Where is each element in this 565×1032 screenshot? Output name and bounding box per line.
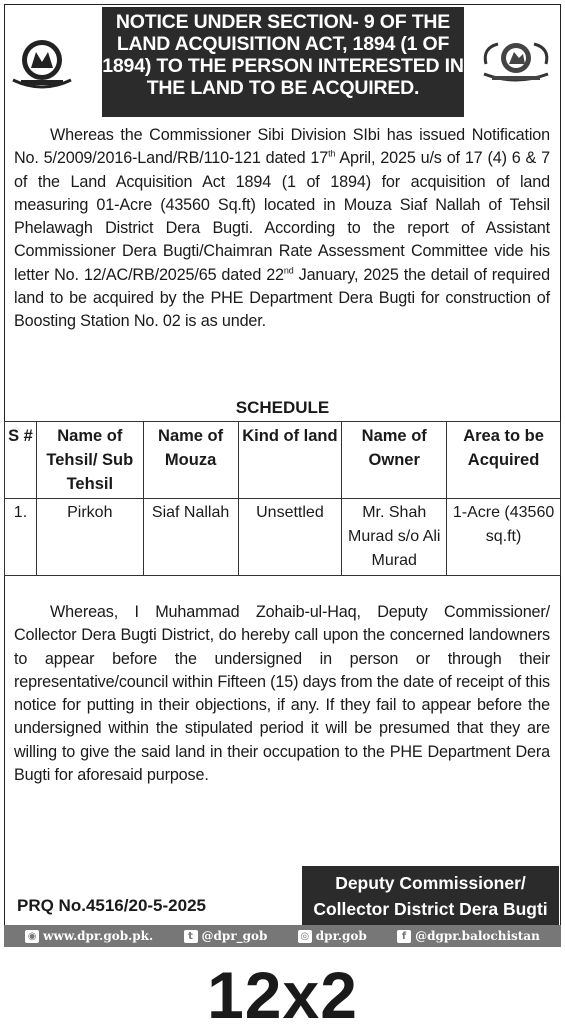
title-line: NOTICE UNDER SECTION- 9 OF THE — [115, 11, 451, 33]
website-text: www.dpr.gob.pk. — [43, 929, 154, 943]
superscript: th — [328, 148, 336, 159]
schedule-table — [4, 421, 561, 576]
facebook-icon: f — [397, 930, 411, 943]
footer-twitter[interactable] — [184, 929, 268, 943]
dpr-logo — [478, 34, 554, 90]
facebook-handle: @dgpr.balochistan — [415, 929, 540, 943]
paragraph-text: January, 2025 the detail of required land to be acquired by the PHE Department Dera Bugti for construction of Boosting Station No. 02 is as under. — [14, 265, 550, 331]
title-line: LAND ACQUISITION ACT, 1894 (1 OF — [116, 33, 450, 55]
table-header-row — [5, 422, 561, 499]
cell-area: 1-Acre (43560 sq.ft) — [447, 499, 561, 576]
footer-facebook[interactable] — [397, 929, 540, 943]
col-header-land-kind: Kind of land — [238, 422, 342, 499]
ad-size-label: 12x2 — [207, 958, 358, 1032]
paragraph-text: Whereas the Commissioner Sibi Division SIbi has issued Notification No. 5/2009/2016-Land/RB/110-121 dated 17 — [14, 126, 550, 168]
notice-paragraph-1 — [14, 124, 550, 334]
paragraph-text: April, 2025 u/s of 17 (4) 6 & 7 of the Land Acquisition Act 1894 (1 of 1894) for acquisition of land measuring 01-Acre (43560 Sq.ft) located in Mouza Siaf Nallah of Tehsil Phelawagh District Dera Bugti. According to the report of Assistant Commissioner Dera Bugti/Chaimran Rate Assessment Committee vide his letter No. 12/AC/RB/2025/65 dated 22 — [14, 149, 550, 284]
instagram-icon: ◎ — [298, 930, 312, 943]
twitter-icon: t — [184, 930, 198, 943]
signature-block — [302, 866, 559, 926]
col-header-area: Area to be Acquired — [447, 422, 561, 499]
cell-serial: 1. — [5, 499, 37, 576]
col-header-tehsil: Name of Tehsil/ Sub Tehsil — [36, 422, 143, 499]
cell-owner: Mr. Shah Murad s/o Ali Murad — [342, 499, 447, 576]
globe-icon: ◉ — [25, 930, 39, 943]
instagram-handle: dpr.gob — [315, 929, 367, 943]
paragraph-text: Whereas, I Muhammad Zohaib-ul-Haq, Deputy Commissioner/ Collector Dera Bugti District, do hereby call upon the concerned landowners to appear before the undersigned in person or through their representative/council within Fifteen (15) days from the date of receipt of this notice for putting in their objections, if any. If they fail to appear before the undersigned within the stipulated period it will be presumed that they are willing to give the said land in their occupation to the PHE Department Dera Bugti for aforesaid purpose. — [14, 603, 550, 785]
signature-office: Collector District Dera Bugti — [313, 899, 548, 919]
cell-tehsil: Pirkoh — [36, 499, 143, 576]
notice-paragraph-2 — [14, 601, 550, 787]
notice-title — [102, 7, 464, 117]
title-line: 1894) TO THE PERSON INTERESTED IN — [102, 55, 464, 77]
balochistan-govt-logo — [9, 36, 75, 92]
table-row — [5, 499, 561, 576]
superscript: nd — [283, 265, 294, 276]
footer-instagram[interactable] — [298, 929, 367, 943]
signature-title: Deputy Commissioner/ — [335, 873, 526, 893]
col-header-owner: Name of Owner — [342, 422, 447, 499]
title-line: THE LAND TO BE ACQUIRED. — [146, 77, 420, 99]
footer-social-bar — [4, 925, 561, 947]
schedule-title: SCHEDULE — [235, 398, 330, 417]
prq-number: PRQ No.4516/20-5-2025 — [17, 896, 206, 915]
cell-land-kind: Unsettled — [238, 499, 342, 576]
cell-mouza: Siaf Nallah — [143, 499, 238, 576]
col-header-mouza: Name of Mouza — [143, 422, 238, 499]
twitter-handle: @dpr_gob — [201, 929, 268, 943]
footer-website[interactable] — [25, 929, 153, 943]
col-header-serial: S # — [5, 422, 37, 499]
